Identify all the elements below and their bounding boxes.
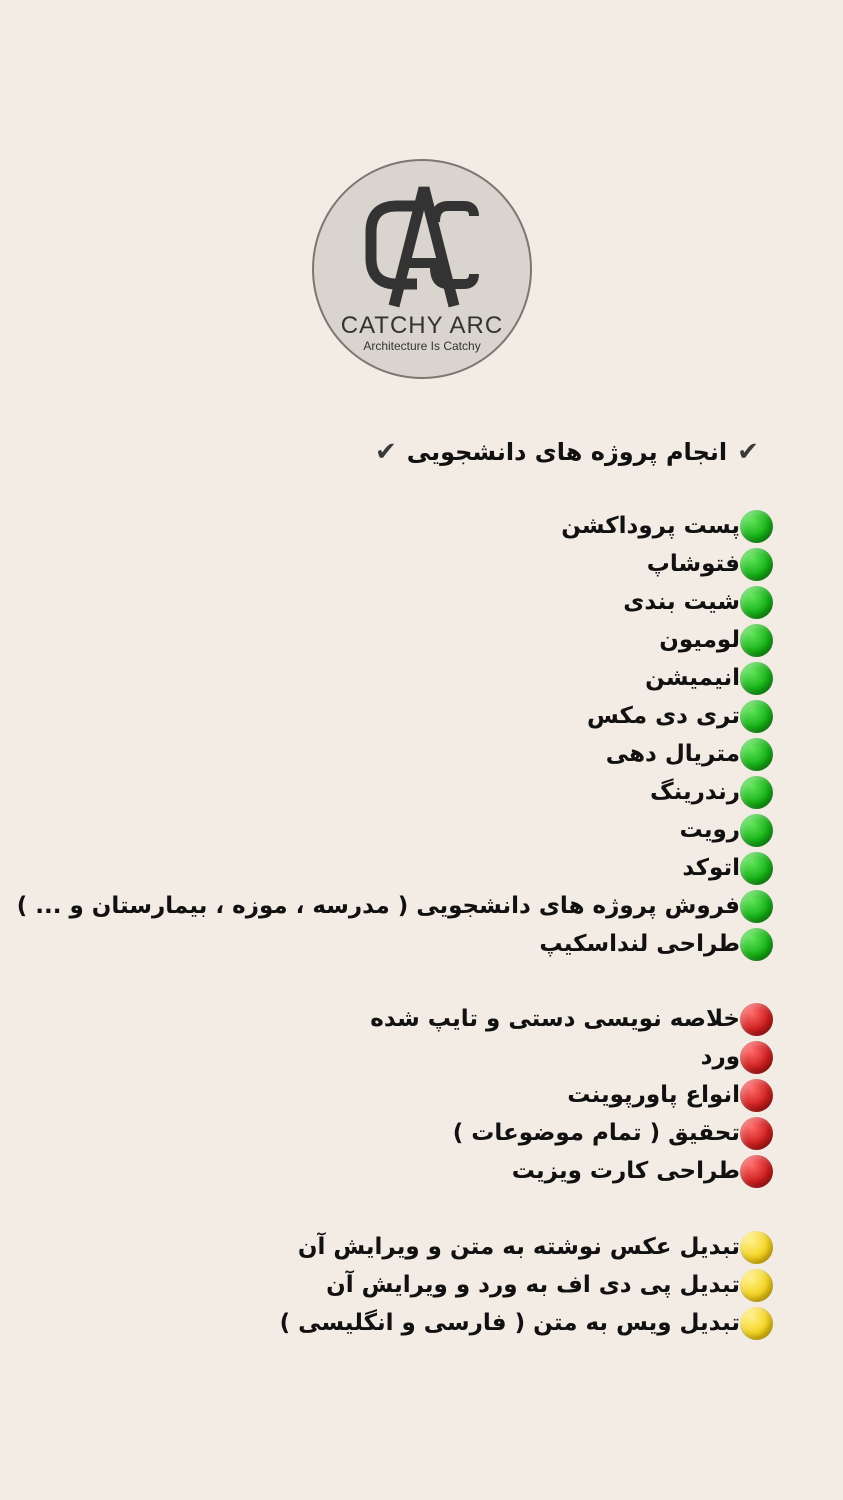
service-item — [17, 507, 773, 545]
service-item — [17, 545, 773, 583]
service-item — [370, 1000, 773, 1038]
yellow-circle-icon — [740, 1231, 773, 1264]
service-item-label: انواع پاورپوینت — [567, 1082, 740, 1108]
service-item — [17, 621, 773, 659]
service-item — [17, 811, 773, 849]
red-services-list — [370, 1000, 773, 1190]
service-item-label: تحقیق ( تمام موضوعات ) — [452, 1120, 740, 1146]
green-services-list — [17, 507, 773, 963]
service-item — [17, 887, 773, 925]
green-circle-icon — [740, 700, 773, 733]
yellow-circle-icon — [740, 1307, 773, 1340]
service-item — [370, 1038, 773, 1076]
service-item — [370, 1114, 773, 1152]
service-item — [17, 583, 773, 621]
yellow-services-list — [280, 1228, 773, 1342]
service-item-label: رندرینگ — [650, 779, 740, 805]
green-circle-icon — [740, 776, 773, 809]
service-item-label: پست پروداکشن — [561, 513, 740, 539]
service-item — [17, 849, 773, 887]
service-item-label: متریال دهی — [605, 741, 740, 767]
service-item — [17, 925, 773, 963]
green-circle-icon — [740, 624, 773, 657]
service-item — [17, 659, 773, 697]
service-item-label: تبدیل عکس نوشته به متن و ویرایش آن — [297, 1234, 740, 1260]
service-item-label: طراحی کارت ویزیت — [511, 1158, 740, 1184]
service-item — [17, 697, 773, 735]
green-circle-icon — [740, 662, 773, 695]
service-item — [280, 1228, 773, 1266]
service-item — [280, 1266, 773, 1304]
service-item — [280, 1304, 773, 1342]
service-item-label: شیت بندی — [623, 589, 740, 615]
service-item-label: خلاصه نویسی دستی و تایپ شده — [370, 1006, 740, 1032]
service-item-label: فروش پروژه های دانشجویی ( مدرسه ، موزه ، بیمارستان و ... ) — [16, 893, 740, 919]
red-circle-icon — [740, 1079, 773, 1112]
green-circle-icon — [740, 814, 773, 847]
green-circle-icon — [740, 852, 773, 885]
service-item-label: تری دی مکس — [586, 703, 740, 729]
service-item-label: رویت — [679, 817, 740, 843]
service-item — [370, 1076, 773, 1114]
service-item — [17, 773, 773, 811]
check-mark-icon: ✔ — [375, 437, 397, 467]
green-circle-icon — [740, 928, 773, 961]
logo-tagline: Architecture Is Catchy — [363, 339, 481, 353]
red-circle-icon — [740, 1041, 773, 1074]
check-mark-icon: ✔ — [737, 437, 759, 467]
red-circle-icon — [740, 1117, 773, 1150]
service-item — [370, 1152, 773, 1190]
service-item-label: انیمیشن — [645, 665, 740, 691]
yellow-circle-icon — [740, 1269, 773, 1302]
service-item-label: تبدیل پی دی اف به ورد و ویرایش آن — [326, 1272, 740, 1298]
services-heading — [375, 432, 775, 472]
heading-title: انجام پروژه های دانشجویی — [406, 438, 728, 466]
service-item-label: اتوکد — [682, 855, 740, 881]
green-circle-icon — [740, 738, 773, 771]
green-circle-icon — [740, 548, 773, 581]
green-circle-icon — [740, 510, 773, 543]
red-circle-icon — [740, 1155, 773, 1188]
service-item-label: لومیون — [659, 627, 740, 653]
service-item — [17, 735, 773, 773]
service-item-label: تبدیل ویس به متن ( فارسی و انگلیسی ) — [279, 1310, 740, 1336]
green-circle-icon — [740, 586, 773, 619]
red-circle-icon — [740, 1003, 773, 1036]
service-item-label: فتوشاپ — [646, 551, 740, 577]
service-item-label: ورد — [700, 1044, 740, 1070]
service-item-label: طراحی لنداسکیپ — [539, 931, 740, 957]
green-circle-icon — [740, 890, 773, 923]
logo-name: CATCHY ARC — [340, 312, 504, 339]
catchy-arc-logo — [311, 158, 533, 380]
